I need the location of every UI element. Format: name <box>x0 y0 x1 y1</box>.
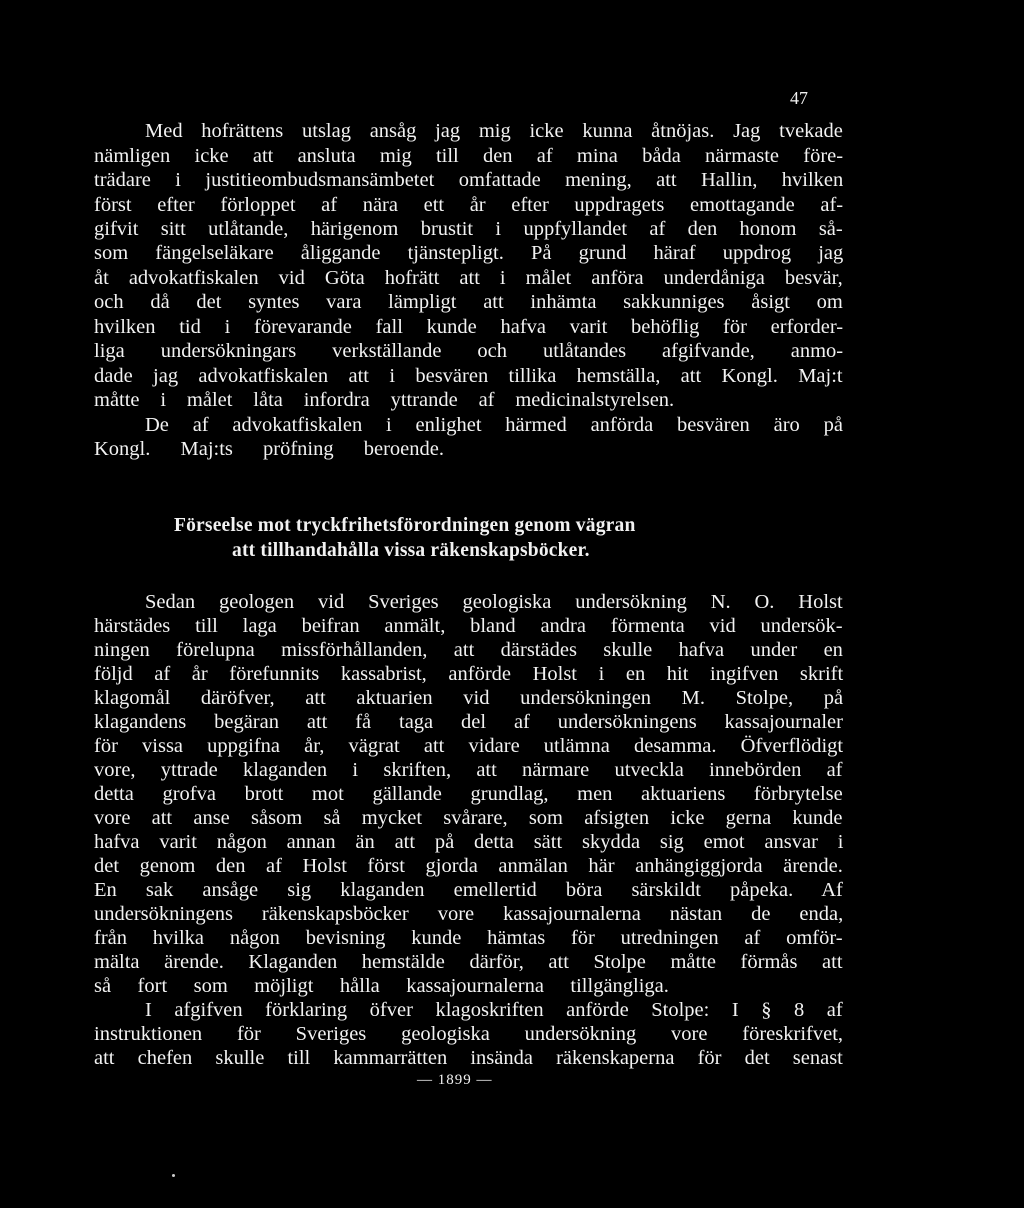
text-line: det genom den af Holst först gjorda anmälan här anhängiggjorda ärende. <box>94 855 843 877</box>
text-line: måtte i målet låta infordra yttrande af medicinalstyrelsen. <box>94 389 675 411</box>
text-line: klagandens begäran att få taga del af undersökningens kassajournaler <box>94 711 843 733</box>
text-line: som fängelseläkare åliggande tjänstepligt. På grund häraf uppdrog jag <box>94 242 844 264</box>
text-line: Kongl. Maj:ts pröfning beroende. <box>94 438 444 460</box>
footer-year: — 1899 — <box>417 1072 493 1088</box>
text-line: åt advokatfiskalen vid Göta hofrätt att i målet anföra underdåniga besvär, <box>94 267 843 289</box>
text-line: undersökningens räkenskapsböcker vore kassajournalerna nästan de enda, <box>94 903 844 925</box>
text-line: och då det syntes vara lämpligt att inhämta sakkunniges åsigt om <box>94 291 843 313</box>
text-line: vore att anse såsom så mycket svårare, som afsigten icke gerna kunde <box>94 807 843 829</box>
text-line: följd af år förefunnits kassabrist, anförde Holst i en hit ingifven skrift <box>94 663 844 685</box>
text-line: liga undersökningars verkställande och utlåtandes afgifvande, anmo- <box>94 340 844 362</box>
text-line: härstädes till laga beifran anmält, bland andra förmenta vid undersök- <box>94 615 843 637</box>
text-line: De af advokatfiskalen i enlighet härmed anförda besvären äro på <box>145 414 843 436</box>
text-line: mälta ärende. Klaganden hemstälde därför, att Stolpe måtte förmås att <box>94 951 843 973</box>
text-line: gifvit sitt utlåtande, härigenom brustit i uppfyllandet af den honom så- <box>94 218 843 240</box>
text-line: I afgifven förklaring öfver klagoskriften anförde Stolpe: I § 8 af <box>145 999 843 1021</box>
text-line: instruktionen för Sveriges geologiska undersökning vore föreskrifvet, <box>94 1023 844 1045</box>
text-line: detta grofva brott mot gällande grundlag, men aktuariens förbrytelse <box>94 783 843 805</box>
text-line: hafva varit någon annan än att på detta sätt skydda sig emot ansvar i <box>94 831 844 853</box>
heading-line-2: att tillhandahålla vissa räkenskapsböcker. <box>232 540 590 561</box>
text-line: för vissa uppgifna år, vägrat att vidare utlämna desamma. Öfverflödigt <box>94 735 844 757</box>
text-line: En sak ansåge sig klaganden emellertid böra särskildt påpeka. Af <box>94 879 843 901</box>
scan-speck <box>172 1174 175 1177</box>
text-line: Med hofrättens utslag ansåg jag mig icke kunna åtnöjas. Jag tvekade <box>145 120 843 142</box>
text-line: nämligen icke att ansluta mig till den af mina båda närmaste före- <box>94 145 844 167</box>
text-line: klagomål däröfver, att aktuarien vid undersökningen M. Stolpe, på <box>94 687 844 709</box>
text-line: vore, yttrade klaganden i skriften, att närmare utveckla innebörden af <box>94 759 843 781</box>
text-line: Sedan geologen vid Sveriges geologiska undersökning N. O. Holst <box>145 591 843 613</box>
text-line: ningen förelupna missförhållanden, att därstädes skulle hafva under en <box>94 639 843 661</box>
text-line: att chefen skulle till kammarrätten insända räkenskaperna för det senast <box>94 1047 843 1069</box>
heading-line-1: Förseelse mot tryckfrihetsförordningen genom vägran <box>174 515 636 536</box>
text-line: först efter förloppet af nära ett år efter uppdragets emottagande af- <box>94 194 844 216</box>
page-number: 47 <box>790 88 808 108</box>
text-line: från hvilka någon bevisning kunde hämtas för utredningen af omför- <box>94 927 843 949</box>
text-line: så fort som möjligt hålla kassajournalerna tillgängliga. <box>94 975 669 997</box>
text-line: hvilken tid i förevarande fall kunde hafva varit behöflig för erforder- <box>94 316 844 338</box>
text-line: dade jag advokatfiskalen att i besvären tillika hemställa, att Kongl. Maj:t <box>94 365 843 387</box>
text-line: trädare i justitieombudsmansämbetet omfattade mening, att Hallin, hvilken <box>94 169 844 191</box>
